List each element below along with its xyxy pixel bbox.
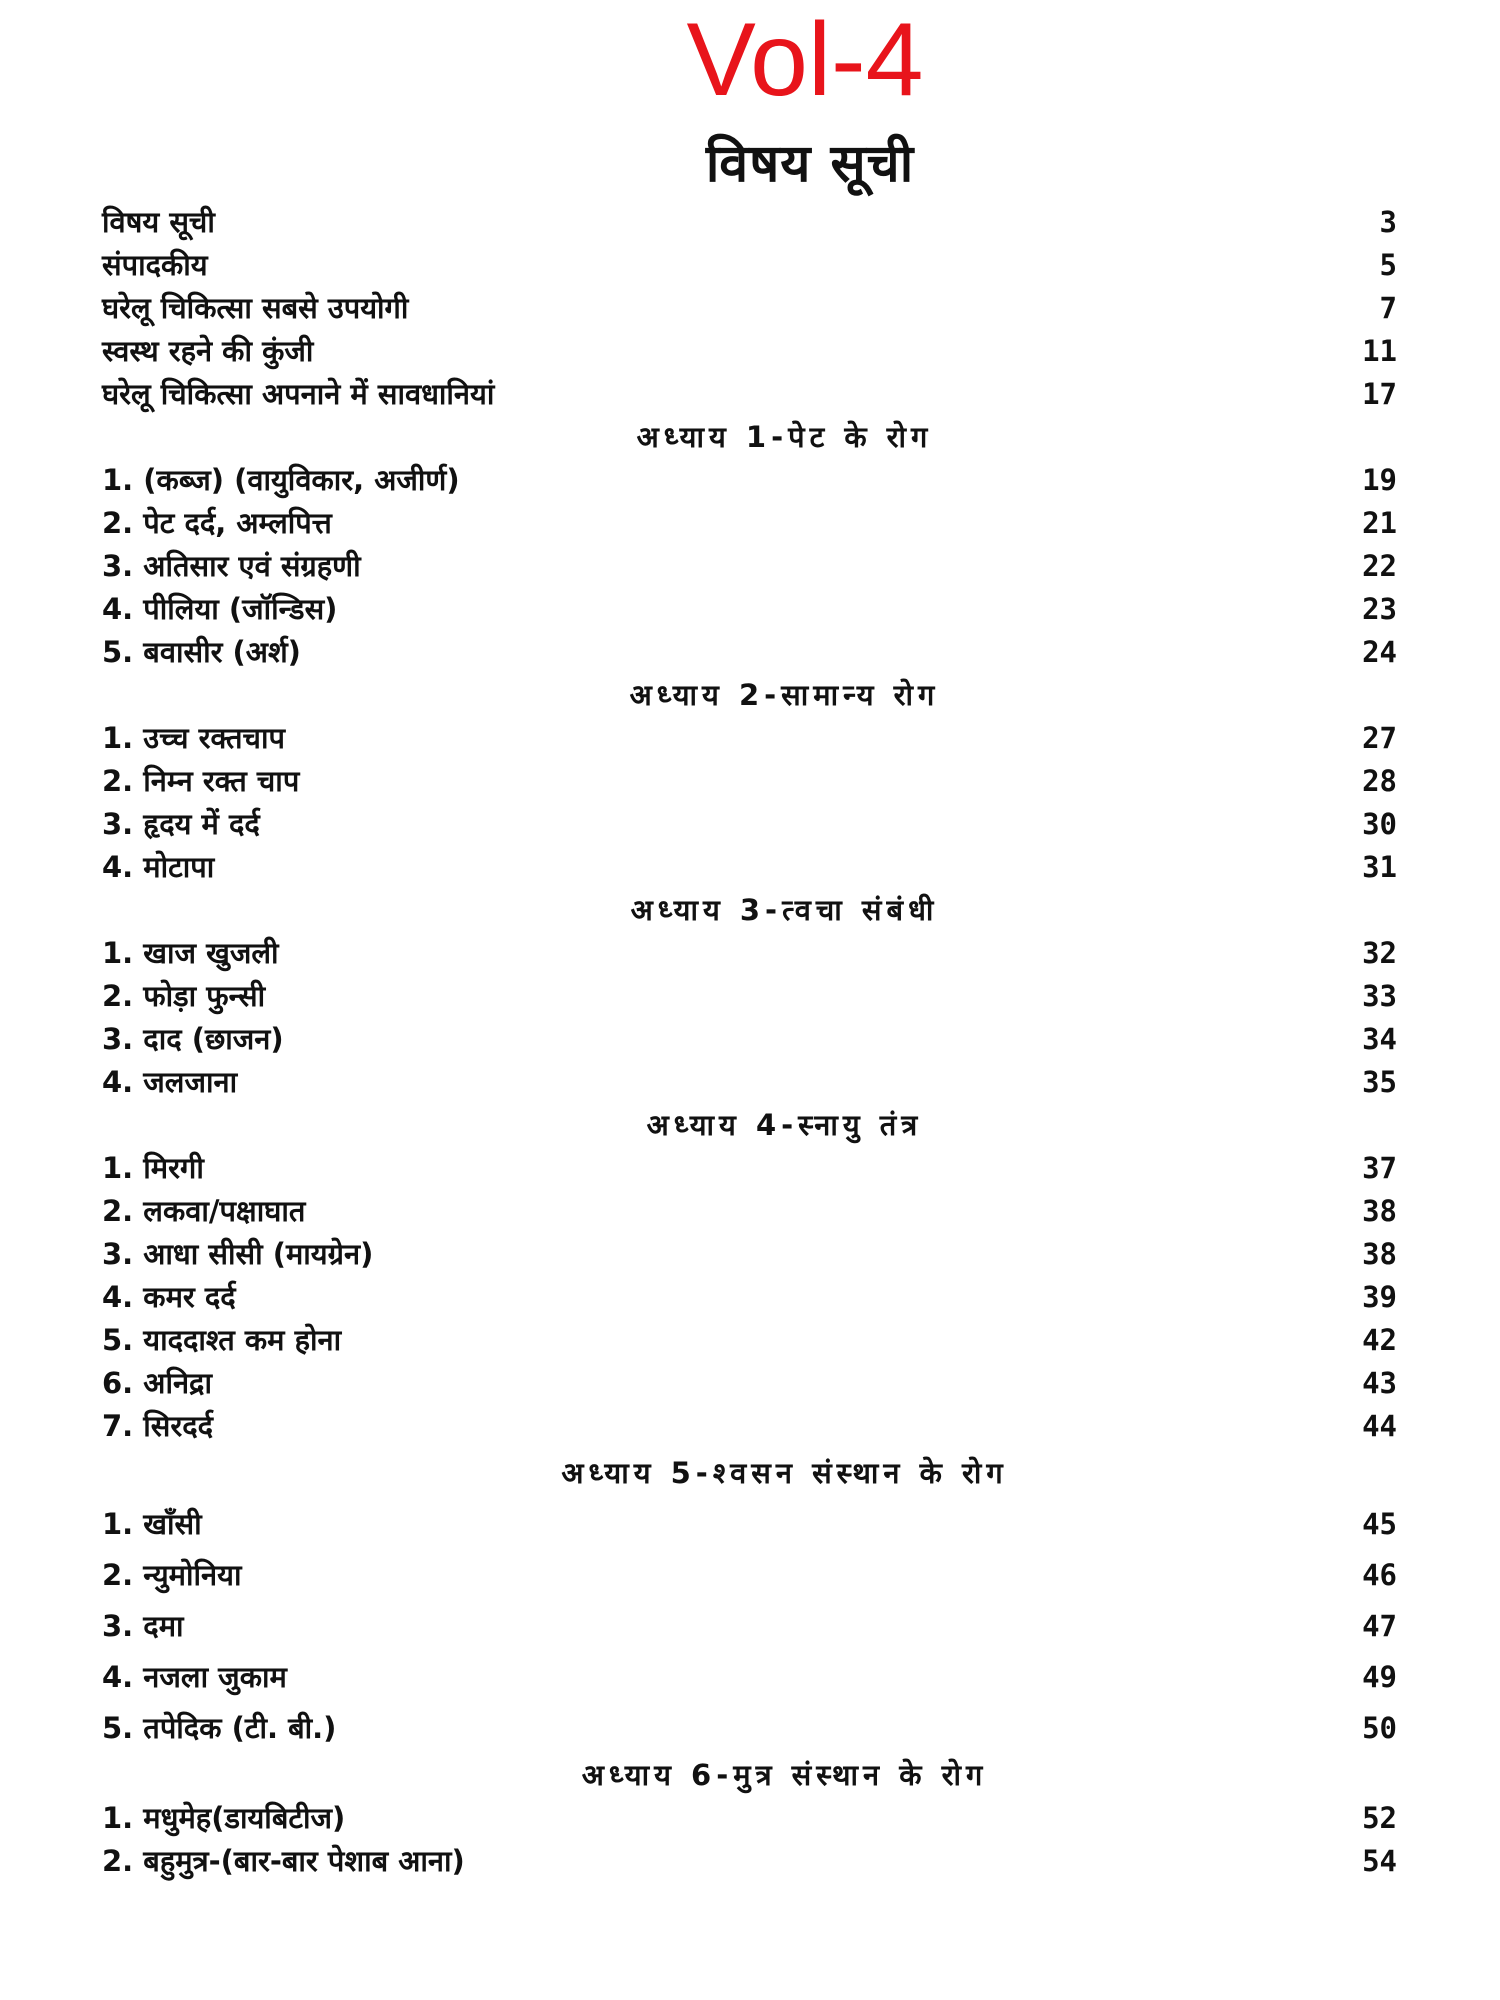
toc-entry-title: 1. खाज खुजली [102, 936, 279, 970]
toc-entry [102, 544, 1397, 587]
volume-label: Vol-4 [686, 2, 924, 118]
toc-entry-title: 5. तपेदिक (टी. बी.) [102, 1711, 337, 1745]
toc-entry-page-number: 31 [1362, 849, 1397, 884]
toc-entry [102, 243, 1397, 286]
toc-entry-title: घरेलू चिकित्सा सबसे उपयोगी [102, 291, 409, 325]
toc-entry-page-number: 5 [1379, 247, 1397, 282]
chapter-heading: अध्याय 4-स्नायु तंत्र [646, 1108, 923, 1142]
toc-entry-page-number: 28 [1362, 763, 1397, 798]
toc-entry-title: 3. दमा [102, 1609, 184, 1643]
toc-entry-page-number: 30 [1362, 806, 1397, 841]
toc-entry-title: 1. उच्च रक्तचाप [102, 721, 285, 755]
chapter-heading: अध्याय 3-त्वचा संबंधी [630, 893, 939, 927]
toc-entry [102, 1796, 1397, 1839]
toc-entry [102, 587, 1397, 630]
toc-entry-page-number: 3 [1379, 204, 1397, 239]
toc-entry [102, 1404, 1397, 1447]
toc-entry-page-number: 45 [1362, 1506, 1397, 1541]
toc-entry-title: 1. मधुमेह(डायबिटीज) [102, 1801, 346, 1835]
toc-entry-title: 1. खाँसी [102, 1507, 202, 1541]
toc-entry [102, 931, 1397, 974]
toc-entry-title: 2. न्युमोनिया [102, 1558, 242, 1592]
toc-entry-page-number: 21 [1362, 505, 1397, 540]
toc-entry [102, 759, 1397, 802]
page-title: विषय सूची [705, 134, 915, 194]
toc-entry-page-number: 32 [1362, 935, 1397, 970]
toc-entry-page-number: 24 [1362, 634, 1397, 669]
chapter-heading: अध्याय 5-श्वसन संस्थान के रोग [561, 1456, 1008, 1490]
toc-entry [102, 1498, 1397, 1549]
toc-entry-page-number: 38 [1362, 1193, 1397, 1228]
chapter-heading: अध्याय 6-मुत्र संस्थान के रोग [581, 1758, 988, 1792]
toc-entry-title: 3. अतिसार एवं संग्रहणी [102, 549, 361, 583]
toc-entry [102, 1549, 1397, 1600]
toc-entry [102, 845, 1397, 888]
toc-entry [102, 1839, 1397, 1882]
toc-entry [102, 802, 1397, 845]
toc-entry-page-number: 37 [1362, 1150, 1397, 1185]
toc-entry [102, 1146, 1397, 1189]
toc-entry [102, 1702, 1397, 1753]
toc-entry-title: 4. नजला जुकाम [102, 1660, 287, 1694]
toc-entry-page-number: 42 [1362, 1322, 1397, 1357]
toc-entry-title: 1. मिरगी [102, 1151, 204, 1185]
toc-entry-page-number: 35 [1362, 1064, 1397, 1099]
toc-entry [102, 1318, 1397, 1361]
toc-entry [102, 286, 1397, 329]
toc-entry-page-number: 7 [1379, 290, 1397, 325]
toc-entry-page-number: 50 [1362, 1710, 1397, 1745]
toc-entry-page-number: 52 [1362, 1800, 1397, 1835]
toc-entry-page-number: 34 [1362, 1021, 1397, 1056]
toc-entry-page-number: 46 [1362, 1557, 1397, 1592]
toc-entry [102, 1600, 1397, 1651]
toc-entry [102, 458, 1397, 501]
toc-entry-page-number: 54 [1362, 1843, 1397, 1878]
chapter-heading: अध्याय 2-सामान्य रोग [629, 678, 940, 712]
toc-entry-page-number: 27 [1362, 720, 1397, 755]
toc-entry-title: 2. फोड़ा फुन्सी [102, 979, 266, 1013]
toc-entry-title: 6. अनिद्रा [102, 1366, 212, 1400]
toc-entry [102, 974, 1397, 1017]
toc-entry-title: 1. (कब्ज) (वायुविकार, अजीर्ण) [102, 463, 460, 497]
toc-entry [102, 1361, 1397, 1404]
toc-entry-page-number: 11 [1362, 333, 1397, 368]
toc-entry-page-number: 49 [1362, 1659, 1397, 1694]
toc-entry-title: स्वस्थ रहने की कुंजी [102, 334, 314, 368]
toc-entry [102, 372, 1397, 415]
chapter-heading: अध्याय 1-पेट के रोग [636, 420, 933, 454]
toc-entry-title: 2. बहुमुत्र-(बार-बार पेशाब आना) [102, 1844, 465, 1878]
toc-entry-page-number: 47 [1362, 1608, 1397, 1643]
toc-entry-title: 4. मोटापा [102, 850, 215, 884]
toc-entry [102, 200, 1397, 243]
toc-entry-title: 4. पीलिया (जॉन्डिस) [102, 592, 338, 626]
toc-entry-page-number: 38 [1362, 1236, 1397, 1271]
toc-entry-title: 4. कमर दर्द [102, 1280, 236, 1314]
toc-entry [102, 329, 1397, 372]
toc-entry-title: 7. सिरदर्द [102, 1409, 214, 1443]
toc-entry [102, 716, 1397, 759]
toc-entry-page-number: 33 [1362, 978, 1397, 1013]
table-of-contents [102, 200, 1397, 1882]
toc-entry [102, 1189, 1397, 1232]
toc-entry-page-number: 39 [1362, 1279, 1397, 1314]
toc-entry-page-number: 22 [1362, 548, 1397, 583]
toc-entry-title: 5. बवासीर (अर्श) [102, 635, 301, 669]
toc-entry-title: 3. आधा सीसी (मायग्रेन) [102, 1237, 374, 1271]
toc-entry [102, 501, 1397, 544]
toc-entry-page-number: 43 [1362, 1365, 1397, 1400]
toc-entry-title: 3. दाद (छाजन) [102, 1022, 284, 1056]
toc-entry [102, 1060, 1397, 1103]
toc-entry-page-number: 44 [1362, 1408, 1397, 1443]
toc-entry-title: 2. निम्न रक्त चाप [102, 764, 300, 798]
toc-entry-title: विषय सूची [102, 205, 215, 239]
toc-entry-title: 2. पेट दर्द, अम्लपित्त [102, 506, 332, 540]
toc-entry-page-number: 19 [1362, 462, 1397, 497]
toc-entry-page-number: 17 [1362, 376, 1397, 411]
toc-entry-title: घरेलू चिकित्सा अपनाने में सावधानियां [102, 377, 495, 411]
toc-entry [102, 630, 1397, 673]
toc-entry [102, 1017, 1397, 1060]
toc-entry [102, 1232, 1397, 1275]
toc-entry-title: 2. लकवा/पक्षाघात [102, 1194, 306, 1228]
toc-entry-title: संपादकीय [102, 248, 208, 282]
toc-entry-title: 3. हृदय में दर्द [102, 807, 260, 841]
toc-entry-page-number: 23 [1362, 591, 1397, 626]
toc-entry-title: 5. याददाश्त कम होना [102, 1323, 342, 1357]
toc-entry-title: 4. जलजाना [102, 1065, 238, 1099]
toc-entry [102, 1275, 1397, 1318]
toc-entry [102, 1651, 1397, 1702]
